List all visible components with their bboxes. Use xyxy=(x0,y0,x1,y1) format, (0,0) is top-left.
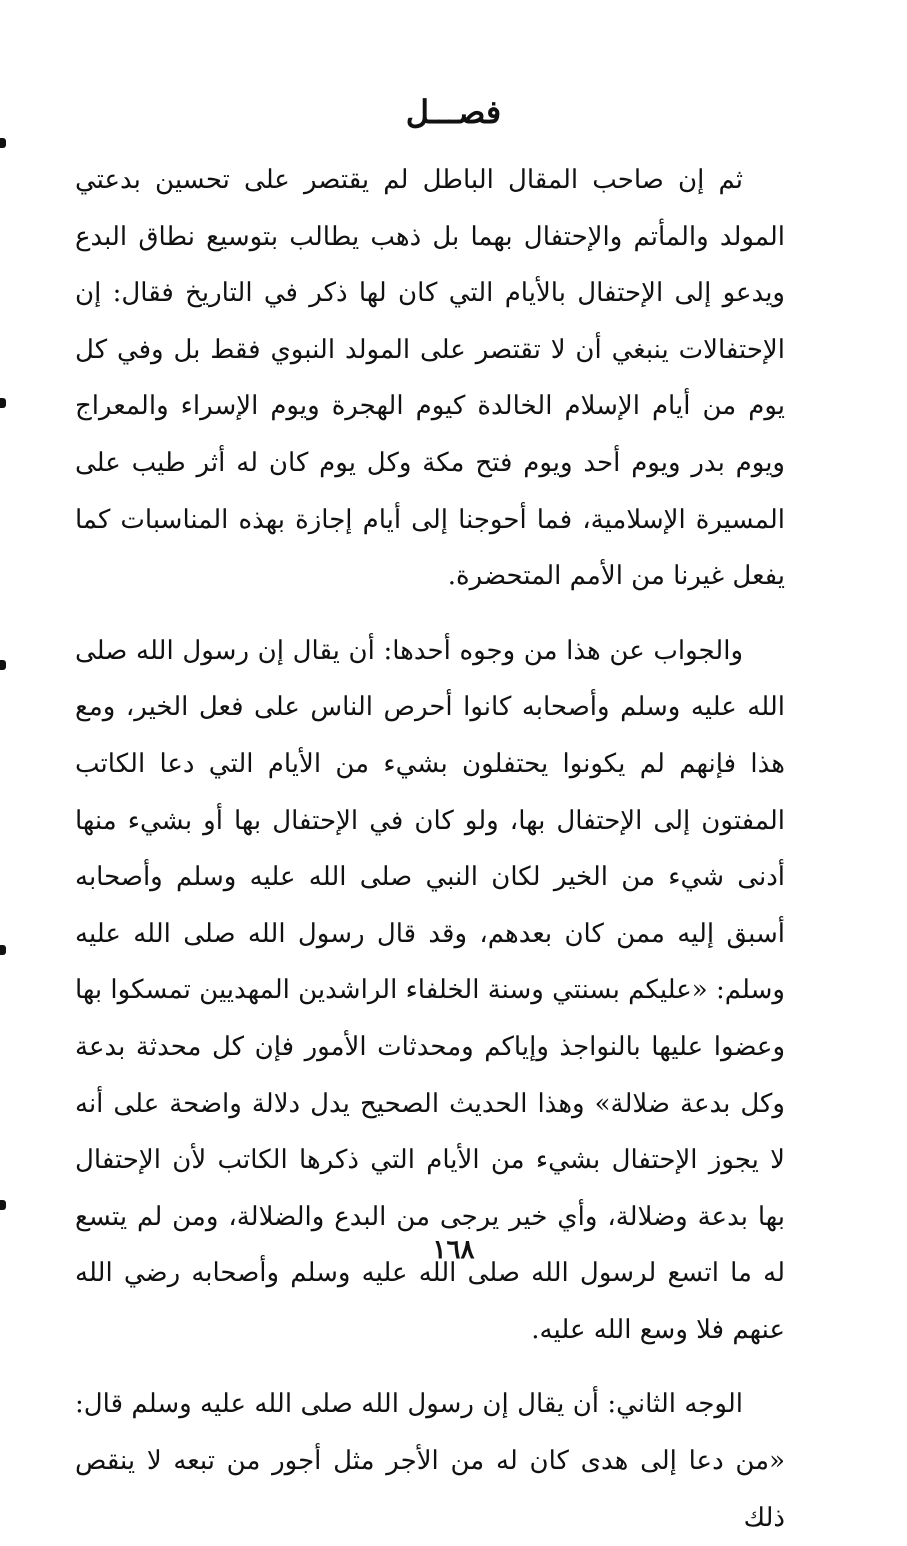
edge-mark xyxy=(0,1200,6,1210)
edge-mark xyxy=(0,138,6,148)
paragraph-first-answer: والجواب عن هذا من وجوه أحدها: أن يقال إن رسول الله صلى الله عليه وسلم وأصحابه كانوا أحرص الناس على فعل الخير، ومع هذا فإنهم لم يكونوا يحتفلون بشيء من الأيام التي دعا الكاتب المفتون إلى الإحتفال بها، ولو كان في الإحتفال بها أو بشيء منها أدنى شيء من الخير لكان النبي صلى الله عليه وسلم وأصحابه أسبق إليه ممن كان بعدهم، وقد قال رسول الله صلى الله عليه وسلم: «عليكم بسنتي وسنة الخلفاء الراشدين المهديين تمسكوا بها وعضوا عليها بالنواجذ وإياكم ومحدثات الأمور فإن كل محدثة بدعة وكل بدعة ضلالة» وهذا الحديث الصحيح يدل دلالة واضحة على أنه لا يجوز الإحتفال بشيء من الأيام التي ذكرها الكاتب لأن الإحتفال بها بدعة وضلالة، وأي خير يرجى من البدع والضلالة، ومن لم يتسع له ما اتسع لرسول الله صلى الله عليه وسلم وأصحابه رضي الله عنهم فلا وسع الله عليه. xyxy=(75,635,785,1345)
paragraph-second-answer: الوجه الثاني: أن يقال إن رسول الله صلى الله عليه وسلم قال: «من دعا إلى هدى كان له من الأجر مثل أجور من تبعه لا ينقص ذلك xyxy=(75,1389,785,1533)
page-number: ١٦٨ xyxy=(432,1235,475,1265)
edge-mark xyxy=(0,945,6,955)
section-heading: فصـــل xyxy=(405,93,502,131)
body-text xyxy=(75,152,785,1546)
edge-mark xyxy=(0,398,6,408)
edge-mark xyxy=(0,660,6,670)
paragraph-intro: ثم إن صاحب المقال الباطل لم يقتصر على تحسين بدعتي المولد والمأتم والإحتفال بهما بل ذهب يطالب بتوسيع نطاق البدع ويدعو إلى الإحتفال بالأيام التي كان لها ذكر في التاريخ فقال: إن الإحتفالات ينبغي أن لا تقتصر على المولد النبوي فقط بل وفي كل يوم من أيام الإسلام الخالدة كيوم الهجرة ويوم الإسراء والمعراج ويوم بدر ويوم أحد ويوم فتح مكة وكل يوم كان له أثر طيب على المسيرة الإسلامية، فما أحوجنا إلى أيام إجازة بهذه المناسبات كما يفعل غيرنا من الأمم المتحضرة. xyxy=(75,165,785,592)
